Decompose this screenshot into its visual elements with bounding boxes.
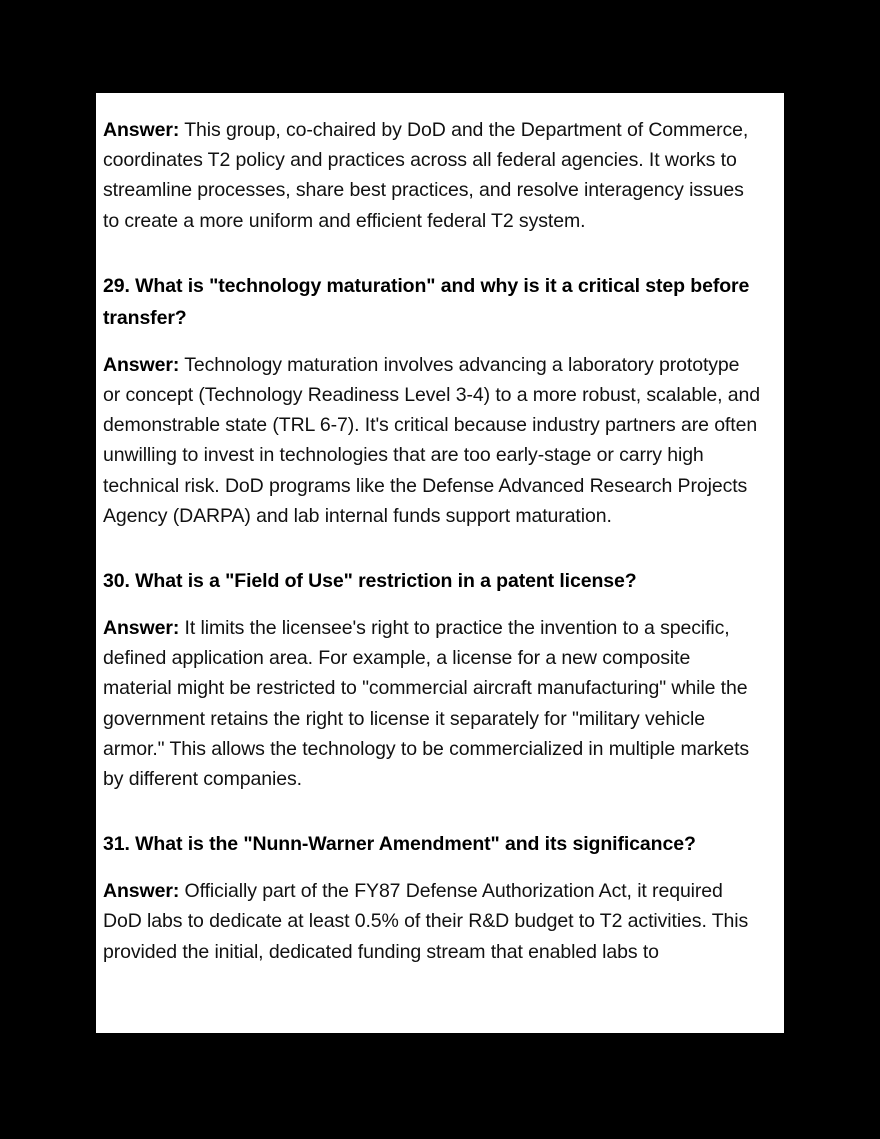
document-page (96, 93, 784, 1033)
answer-paragraph (103, 876, 760, 967)
spacer (103, 794, 760, 828)
question-heading: 30. What is a "Field of Use" restriction in a patent license? (103, 570, 637, 593)
spacer (103, 597, 760, 613)
answer-block-29 (103, 350, 760, 531)
document-content (96, 93, 784, 967)
spacer (103, 236, 760, 270)
spacer (103, 860, 760, 876)
answer-label: Answer: (103, 617, 180, 640)
answer-label: Answer: (103, 880, 180, 903)
answer-paragraph (103, 613, 760, 794)
answer-label: Answer: (103, 353, 180, 376)
answer-block-28 (103, 115, 760, 236)
answer-paragraph (103, 350, 760, 531)
question-block-30 (103, 565, 760, 597)
answer-paragraph (103, 115, 760, 236)
answer-text: Technology maturation involves advancing a laboratory prototype or concept (Technology Readiness Level 3-4) to a more robust, scalable, and demonstrable state (TRL 6-7). It's critical because industry partners are often unwilling to invest in technologies that are too early-stage or carry high technical risk. DoD programs like the Defense Advanced Research Projects Agency (DARPA) and lab internal funds support maturation. (103, 353, 760, 527)
spacer (103, 531, 760, 565)
answer-label: Answer: (103, 119, 180, 141)
answer-text: Officially part of the FY87 Defense Authorization Act, it required DoD labs to dedicate at least 0.5% of their R&D budget to T2 activities. This provided the initial, dedicated funding stream that enabled labs to (103, 880, 749, 963)
answer-text: It limits the licensee's right to practice the invention to a specific, defined application area. For example, a license for a new composite material might be restricted to "commercial aircraft manufacturing" while the government retains the right to license it separately for "military vehicle armor." This allows the technology to be commercialized in multiple markets by different companies. (103, 617, 750, 791)
question-block-31 (103, 828, 760, 860)
question-heading: 29. What is "technology maturation" and why is it a critical step before transfer? (103, 274, 750, 329)
question-block-29 (103, 270, 760, 334)
answer-block-30 (103, 613, 760, 794)
spacer (103, 334, 760, 350)
answer-block-31 (103, 876, 760, 967)
question-heading: 31. What is the "Nunn-Warner Amendment" and its significance? (103, 833, 696, 856)
answer-text: This group, co-chaired by DoD and the Department of Commerce, coordinates T2 policy and practices across all federal agencies. It works to streamline processes, share best practices, and resolve interagency issues to create a more uniform and efficient federal T2 system. (103, 119, 749, 232)
